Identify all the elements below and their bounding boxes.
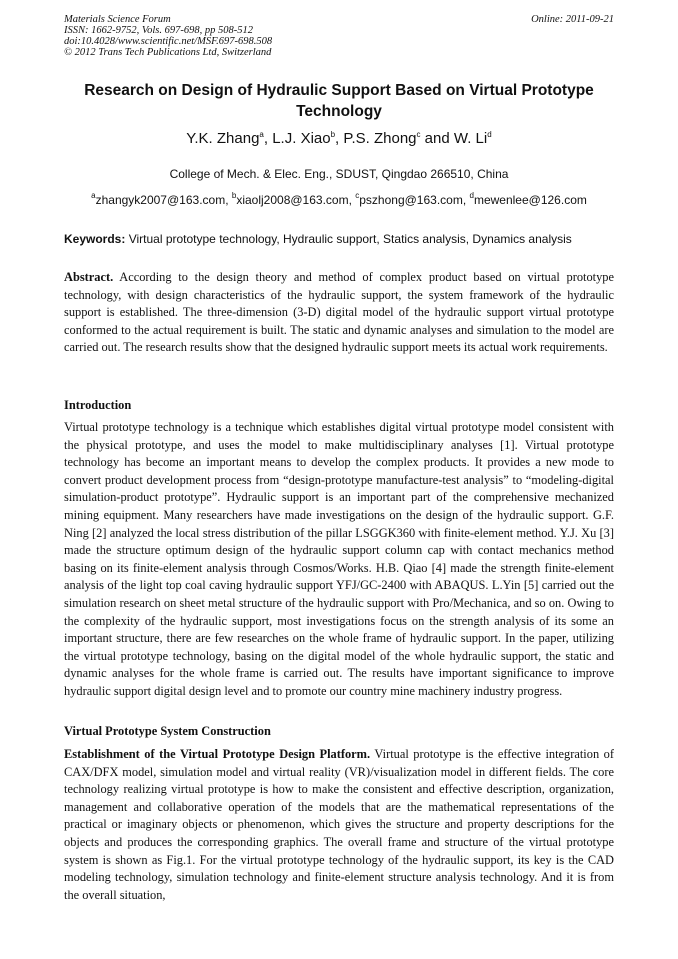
author-mark: c	[416, 130, 421, 139]
author-separator: and	[420, 130, 454, 147]
introduction-text: Virtual prototype technology is a technique which establishes digital virtual prototype model consistent with the physical prototype, and uses the model to make multidisciplinary analyses [1]. Virtual prototype technology has become an important means to develop the complex products. It provides a new mode to convert product development process from “design-prototype manufacture-test analysis” to “modeling-digital simulation-product prototype”. Hydraulic support is an important part of the comprehensive mechanized mining equipment. Many researchers have made investigations on the design of the hydraulic support. G.F. Ning [2] analyzed the local stress distribution of the pillar LSGGK360 with finite-element method. Y.J. Xu [3] made the structure optimum design of the hydraulic support column cap with contact mechanics method basing on its finite-element analysis through Cosmos/Works. H.B. Qiao [4] made the strength finite-element analysis of the light top coal caving hydraulic support YFJ/GC-2400 with ABAQUS. L.Yin [5] carried out the simulation research on sheet metal structure of the hydraulic support with Pro/Mechanica, and so on. Owing to the complexity of the hydraulic support, most investigations focus on the strength analysis of its some an important structure, there are few researches on the whole frame of hydraulic support. In the paper, utilizing the virtual prototype technology, basing on the digital model of the whole hydraulic support, the static and dynamic analyses for the whole frame is carried out. The results have important significance to improve hydraulic support digital design level and to promote our country mine machinery industry progress.	[64, 420, 614, 698]
email-address[interactable]: zhangyk2007@163.com	[95, 193, 226, 207]
keywords-text: Virtual prototype technology, Hydraulic support, Statics analysis, Dynamics analysis	[125, 232, 572, 246]
abstract-label: Abstract.	[64, 270, 114, 284]
author-name: Y.K. Zhang	[186, 130, 260, 147]
email-address[interactable]: mewenlee@126.com	[473, 193, 587, 207]
author-separator: ,	[335, 130, 344, 147]
email-mark: b	[231, 191, 237, 200]
abstract-text: According to the design theory and method of complex product based on virtual prototype technology, with design characteristics of the hydraulic support, the system framework of the hydraulic support is established. The three-dimension (3-D) digital model of the hydraulic support virtual prototype conformed to the actual requirement is built. The static and dynamic analyses and simulation to the model are carried out. The research results show that the designed hydraulic support meets its actual work requirements.	[64, 270, 614, 355]
author-mark: d	[487, 130, 492, 139]
keywords	[64, 232, 614, 246]
keywords-label: Keywords:	[64, 232, 126, 246]
section-virtual-prototype-text	[64, 746, 614, 904]
subsection-text: Virtual prototype is the effective integration of CAX/DFX model, simulation model and virtual reality (VR)/visualization model in different fields. The core technology realizing virtual prototype is how to make the consistent and effective description, organization, management and collaborative operation of the models that are the mathematical representations of the practical or imaginary objects or phenomenon, which gives the structure and property descriptions for the objects and produces the corresponding graphics. The overall frame and structure of the virtual prototype system is shown as Fig.1. For the virtual prototype technology of the hydraulic support, its key is the CAD modeling technology, simulation technology and finite-element structure analysis technology. And it is from the overall situation,	[64, 747, 614, 902]
author-name: P.S. Zhong	[343, 130, 417, 147]
email-separator: ,	[225, 193, 232, 207]
email-mark: a	[91, 191, 96, 200]
email-mark: c	[355, 191, 360, 200]
author-separator: ,	[263, 130, 273, 147]
journal-name: Materials Science Forum	[64, 14, 171, 25]
subsection-lead: Establishment of the Virtual Prototype Design Platform.	[64, 747, 371, 761]
email-separator: ,	[462, 193, 470, 207]
email-address[interactable]: pszhong@163.com	[359, 193, 463, 207]
author-mark: a	[259, 130, 264, 139]
abstract	[64, 269, 614, 357]
paper-title: Research on Design of Hydraulic Support Based on Virtual Prototype Technology	[84, 82, 594, 120]
email-separator: ,	[348, 193, 356, 207]
journal-header	[64, 14, 614, 58]
email-address[interactable]: xiaolj2008@163.com	[236, 193, 349, 207]
author-mark: b	[330, 130, 336, 139]
doi-line: doi:10.4028/www.scientific.net/MSF.697-698.508	[64, 36, 273, 47]
section-heading-introduction: Introduction	[64, 398, 132, 412]
section-heading-virtual-prototype: Virtual Prototype System Construction	[64, 724, 271, 738]
online-date: Online: 2011-09-21	[531, 14, 614, 25]
copyright-line: © 2012 Trans Tech Publications Ltd, Switzerland	[64, 47, 272, 58]
issn-line: ISSN: 1662-9752, Vols. 697-698, pp 508-512	[64, 25, 253, 36]
email-mark: d	[469, 191, 474, 200]
author-name: W. Li	[453, 130, 488, 147]
author-name: L.J. Xiao	[272, 130, 331, 147]
author-list	[64, 130, 614, 147]
email-list	[64, 193, 614, 207]
affiliation: College of Mech. & Elec. Eng., SDUST, Qingdao 266510, China	[169, 167, 509, 181]
